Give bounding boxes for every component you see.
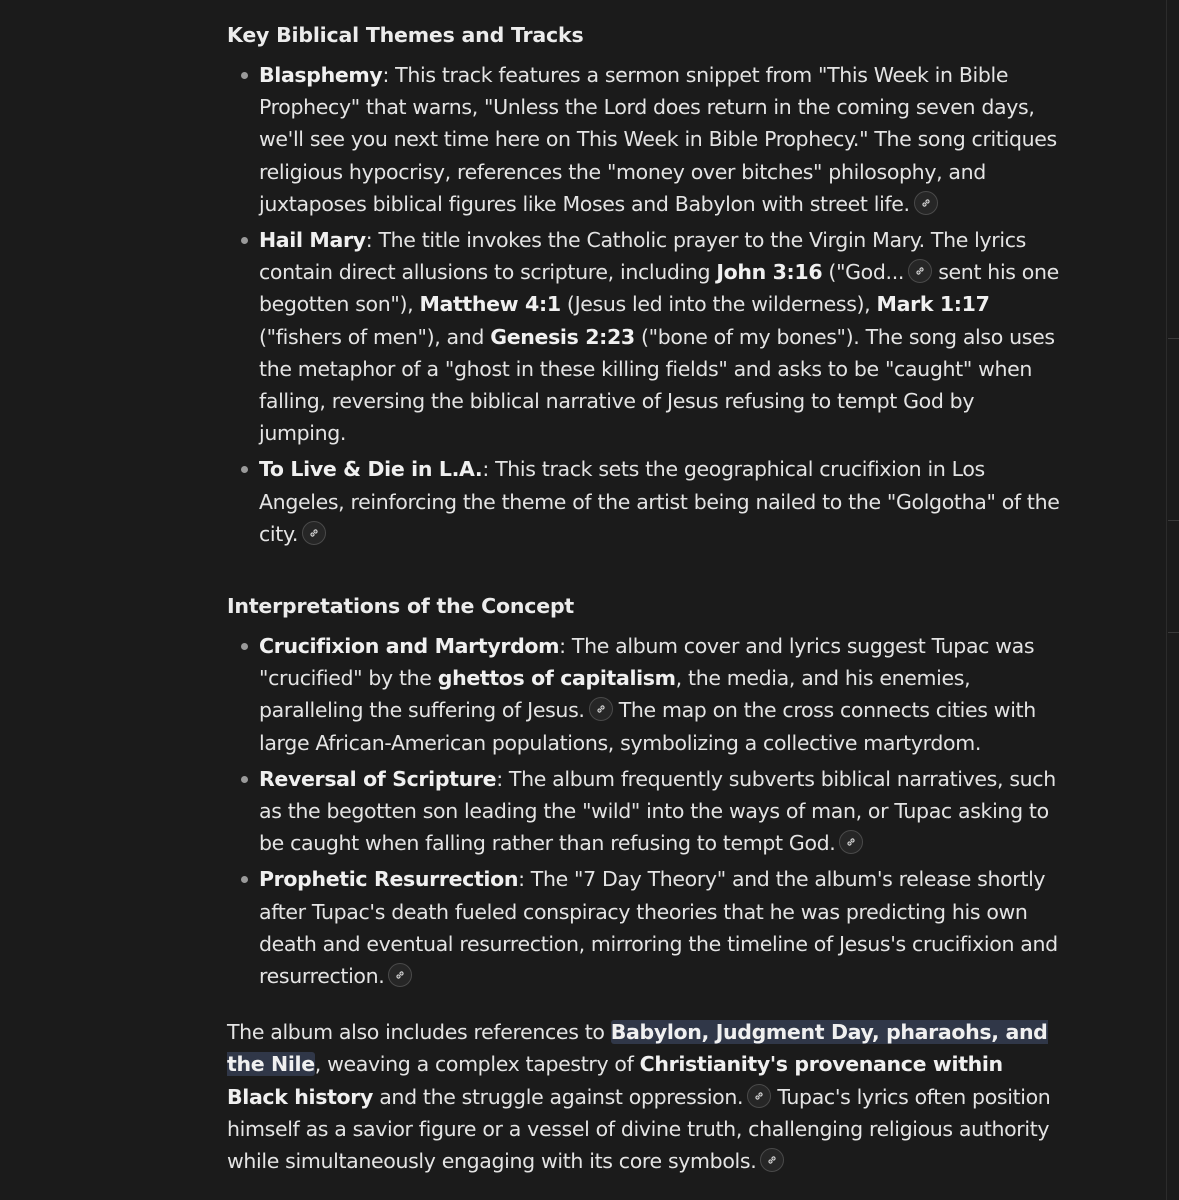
item-text: : This track features a sermon snippet from "This Week in Bible Prophecy" that warns, "Unless the Lord does return in the coming seven days, we'll see you next time here on This Week in Bible Prophecy." The song critiques religious hypocrisy, references the "money over bitches" philosophy, and juxtaposes biblical figures like Moses and Babylon with street life. <box>259 63 1057 216</box>
item-text: , the media, and his enemies, paralleling the suffering of Jesus. <box>259 666 971 723</box>
response-content <box>227 17 1067 1177</box>
rail-divider <box>1168 338 1179 339</box>
list-item <box>259 863 1067 992</box>
link-icon <box>308 527 320 539</box>
citation-link-button[interactable] <box>908 259 932 283</box>
item-text: : This track sets the geographical crucifixion in Los Angeles, reinforcing the theme of the artist being nailed to the "Golgotha" of the city. <box>259 457 1060 546</box>
summary-text: The album also includes references to <box>227 1020 611 1045</box>
item-text: sent his one begotten son"), <box>259 260 1059 317</box>
scripture-reference: John 3:16 <box>716 260 823 285</box>
link-icon <box>595 703 607 715</box>
themes-list <box>227 59 1067 550</box>
emphasis-text: ghettos of capitalism <box>437 666 676 691</box>
summary-text: , weaving a complex tapestry of <box>314 1052 640 1077</box>
link-icon <box>845 836 857 848</box>
item-text: : The "7 Day Theory" and the album's release shortly after Tupac's death fueled conspiracy theories that he was predicting his own death and eventual resurrection, mirroring the timeline of Jesus's crucifixion and resurrection. <box>259 867 1058 989</box>
scripture-reference: Matthew 4:1 <box>419 292 561 317</box>
summary-text: Tupac's lyrics often position himself as a savior figure or a vessel of divine truth, challenging religious authority while simultaneously engaging with its core symbols. <box>227 1084 1051 1174</box>
item-text: ("God... <box>822 260 905 285</box>
scripture-reference: Genesis 2:23 <box>490 324 635 349</box>
item-text: : The album frequently subverts biblical narratives, such as the begotten son leading the "wild" into the ways of man, or Tupac asking to be caught when falling rather than refusing to tempt God. <box>259 766 1056 856</box>
item-text: ("fishers of men"), and <box>259 324 491 349</box>
citation-link-button[interactable] <box>589 697 613 721</box>
item-text: : The album cover and lyrics suggest Tupac was "crucified" by the <box>259 634 1035 691</box>
rail-divider <box>1168 632 1179 633</box>
item-text: ("bone of my bones"). The song also uses the metaphor of a "ghost in these killing fields" and asks to be "caught" when falling, reversing the biblical narrative of Jesus refusing to tempt God by jumping. <box>259 324 1055 446</box>
list-item <box>259 630 1067 759</box>
highlighted-text[interactable]: Babylon, Judgment Day, pharaohs, and the Nile <box>227 1020 1048 1077</box>
list-item <box>259 224 1067 449</box>
link-icon <box>914 265 926 277</box>
interpretations-list <box>227 630 1067 992</box>
section-heading-themes: Key Biblical Themes and Tracks <box>227 23 584 47</box>
item-text: (Jesus led into the wilderness), <box>560 292 877 317</box>
list-item <box>259 453 1067 550</box>
summary-paragraph <box>227 1016 1067 1177</box>
rail-divider <box>1168 520 1179 521</box>
scripture-reference: Mark 1:17 <box>876 292 990 317</box>
item-title: Blasphemy <box>259 63 383 87</box>
item-title: Crucifixion and Martyrdom <box>259 634 560 659</box>
item-title: Hail Mary <box>259 228 366 253</box>
summary-text: and the struggle against oppression. <box>373 1084 744 1109</box>
item-title: Reversal of Scripture <box>259 766 497 791</box>
scrollbar-rail[interactable] <box>1166 0 1179 1200</box>
link-icon <box>766 1154 778 1166</box>
link-icon <box>753 1090 765 1102</box>
section-heading-interpretations: Interpretations of the Concept <box>227 594 575 619</box>
item-text: : The title invokes the Catholic prayer to the Virgin Mary. The lyrics contain direct allusions to scripture, including <box>259 228 1026 285</box>
list-item <box>259 763 1067 860</box>
item-text: The map on the cross connects cities with large African-American populations, symbolizing a collective martyrdom. <box>259 698 1036 755</box>
citation-link-button[interactable] <box>914 191 938 215</box>
citation-link-button[interactable] <box>839 830 863 854</box>
citation-link-button[interactable] <box>760 1148 784 1172</box>
link-icon <box>394 969 406 981</box>
emphasis-text: Christianity's provenance within Black history <box>227 1052 1003 1109</box>
citation-link-button[interactable] <box>747 1084 771 1108</box>
item-title: Prophetic Resurrection <box>259 867 519 892</box>
citation-link-button[interactable] <box>388 963 412 987</box>
link-icon <box>920 197 932 209</box>
item-title: To Live & Die in L.A. <box>259 457 483 482</box>
list-item <box>259 59 1067 220</box>
citation-link-button[interactable] <box>302 521 326 545</box>
